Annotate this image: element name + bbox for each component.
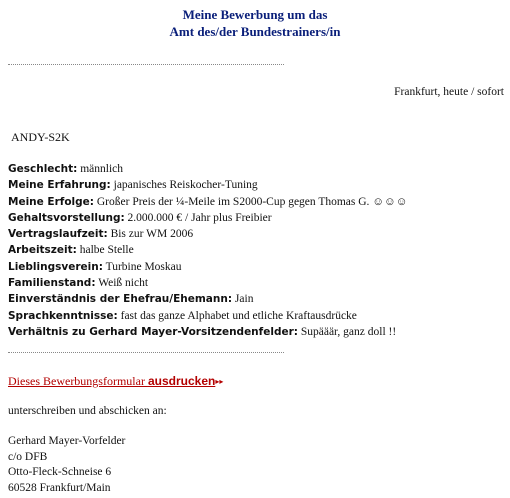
applicant-name: ANDY-S2K (11, 130, 70, 144)
field-value: Bis zur WM 2006 (107, 228, 194, 241)
field-row (8, 291, 408, 307)
field-value: Großer Preis der ¼-Meile im S2000-Cup gegen Thomas G. ☺☺☺ (94, 195, 408, 208)
address-line: c/o DFB (8, 450, 48, 463)
field-row (8, 242, 408, 258)
address-line: Otto-Fleck-Schneise 6 (8, 466, 112, 478)
field-value: Supääär, ganz doll !! (297, 325, 397, 338)
field-label: Arbeitszeit: (8, 244, 77, 257)
field-value: Turbine Moskau (102, 260, 182, 273)
field-value: japanisches Reiskocher-Tuning (110, 179, 258, 192)
field-label: Meine Erfolge: (8, 195, 94, 208)
title-line-2: Amt des/der Bundestrainers/in (169, 24, 341, 39)
field-value: 2.000.000 € / Jahr plus Freibier (124, 211, 272, 224)
field-label: Vertragslaufzeit: (8, 228, 108, 241)
print-form-link[interactable] (8, 374, 223, 389)
print-link-action: ausdrucken (147, 374, 216, 388)
field-row (8, 161, 408, 177)
field-row (8, 308, 408, 324)
field-label: Geschlecht: (8, 163, 78, 175)
address-line: Gerhard Mayer-Vorfelder (8, 435, 126, 447)
field-label: Meine Erfahrung: (8, 179, 111, 192)
field-row (8, 259, 408, 275)
field-value: männlich (77, 163, 123, 175)
postal-address (8, 434, 125, 496)
divider-top (8, 64, 284, 65)
page-title (0, 6, 510, 40)
field-row (8, 177, 408, 193)
double-arrow-icon: ▸▸ (215, 377, 224, 386)
field-label: Sprachkenntnisse: (8, 309, 118, 322)
field-value: fast das ganze Alphabet und etliche Kraftausdrücke (117, 309, 357, 322)
field-row (8, 194, 408, 210)
application-fields (8, 161, 408, 340)
field-row (8, 324, 408, 340)
field-label: Verhältnis zu Gerhard Mayer-Vorsitzendenfelder: (8, 325, 298, 338)
address-line: 60528 Frankfurt/Main (8, 481, 111, 494)
field-label: Einverständnis der Ehefrau/Ehemann: (8, 293, 233, 306)
field-row (8, 210, 408, 226)
field-label: Gehaltsvorstellung: (8, 211, 125, 224)
place-date: Frankfurt, heute / sofort (394, 86, 504, 98)
field-label: Familienstand: (8, 277, 96, 290)
field-value: halbe Stelle (76, 244, 134, 257)
divider-bottom (8, 352, 284, 353)
field-value: Jain (232, 293, 254, 306)
send-instruction: unterschreiben und abschicken an: (8, 405, 167, 417)
print-link-text[interactable] (8, 374, 215, 388)
field-row (8, 275, 408, 291)
field-value: Weiß nicht (95, 277, 149, 290)
title-line-1: Meine Bewerbung um das (182, 7, 328, 22)
field-row (8, 226, 408, 242)
print-link-prefix: Dieses Bewerbungsformular (8, 374, 148, 388)
field-label: Lieblingsverein: (8, 260, 103, 273)
